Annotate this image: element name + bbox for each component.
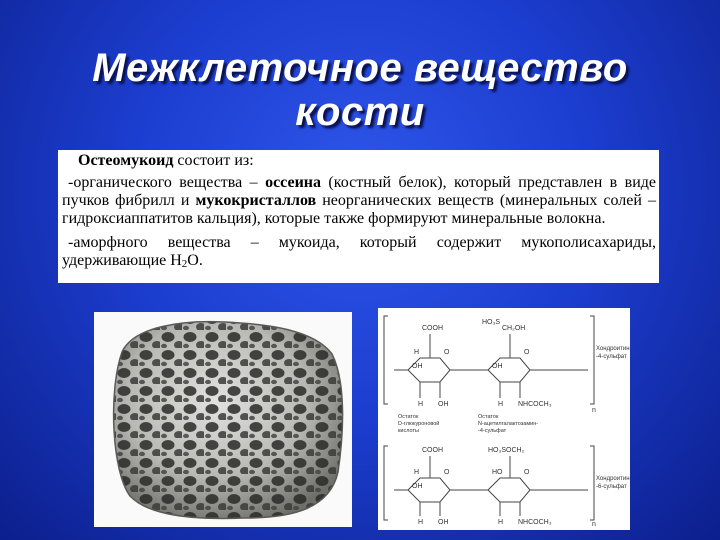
amorphous-text-b: О. <box>187 252 203 269</box>
body-text-box <box>58 150 659 283</box>
bottom-ho: HO <box>492 469 503 476</box>
top-h-2: H <box>418 401 424 408</box>
top-label-left-1: Остаток <box>398 414 419 420</box>
bottom-nhcooch3: NHCOCH₃ <box>518 519 552 526</box>
bottom-label-right-2: -6-сульфат <box>596 484 627 490</box>
bottom-label-right-1: Хондроитин- <box>596 476 630 482</box>
term-ossein: оссеина <box>265 174 321 191</box>
title-line-2: кости <box>295 90 425 134</box>
top-o-1: O <box>444 349 450 356</box>
top-n: n <box>592 407 596 414</box>
structural-formula <box>378 308 630 530</box>
bottom-oh-1: OH <box>412 483 423 490</box>
organic-text-c: неорганических веществ (минеральных солей – гидроксиаппатитов кальция), которые также формируют минеральные волокна. <box>62 192 656 227</box>
top-oh-3: OH <box>438 401 449 408</box>
bone-photo <box>94 312 352 527</box>
bottom-o-1: O <box>444 469 450 476</box>
term-mucocrystals: мукокристаллов <box>195 192 317 209</box>
subscript-2: 2 <box>181 258 188 270</box>
top-label-right-1: Хондроитин- <box>596 346 630 352</box>
bottom-ho3soch2: HO₃SOCH₂ <box>488 447 525 454</box>
amorphous-text-a: -аморфного вещества – мукоида, который содержит мукополисахариды, удерживающие Н <box>62 234 656 269</box>
top-ch2oh: CH₂OH <box>502 325 526 332</box>
top-oh-2: OH <box>492 363 503 370</box>
bottom-n: n <box>592 521 596 528</box>
intro-rest: состоит из: <box>173 152 254 169</box>
bottom-oh-2: OH <box>438 519 449 526</box>
organic-text-b: (костный белок), который представлен в виде пучков фибрилл и <box>62 174 656 209</box>
spongy-bone-image <box>94 312 352 527</box>
bottom-o-2: O <box>524 469 530 476</box>
top-nhcooch3: NHCOCH₃ <box>518 401 552 408</box>
organic-text-a: -органического вещества – <box>68 174 266 191</box>
top-label-mid-1: Остаток <box>478 414 499 420</box>
paragraph-organic <box>62 174 656 228</box>
top-h-1: H <box>414 349 420 356</box>
bottom-h-2: H <box>418 519 424 526</box>
top-hso3: HO₃S <box>482 319 501 326</box>
bottom-h-1: H <box>414 469 420 476</box>
top-oh-1: OH <box>412 363 423 370</box>
top-h-3: H <box>498 401 504 408</box>
top-label-mid-2: N-ацетилгалактозамин- <box>478 421 539 427</box>
top-label-left-2: D-глюкуроновой <box>398 421 440 427</box>
title-line-1: Межклеточное вещество <box>92 46 628 90</box>
term-osteomucoid: Остеомукоид <box>78 152 174 169</box>
top-label-left-3: кислоты <box>398 428 419 434</box>
bottom-cooh: COOH <box>422 447 443 454</box>
top-label-mid-3: -4-сульфат <box>478 428 507 434</box>
paragraph-intro <box>62 152 656 170</box>
top-label-right-2: -4-сульфат <box>596 354 627 360</box>
chondroitin-structure-diagram <box>378 308 630 530</box>
top-o-2: O <box>524 349 530 356</box>
bottom-h-3: H <box>498 519 504 526</box>
slide-title <box>0 46 720 134</box>
top-cooh: COOH <box>422 325 443 332</box>
paragraph-amorphous <box>62 234 656 273</box>
